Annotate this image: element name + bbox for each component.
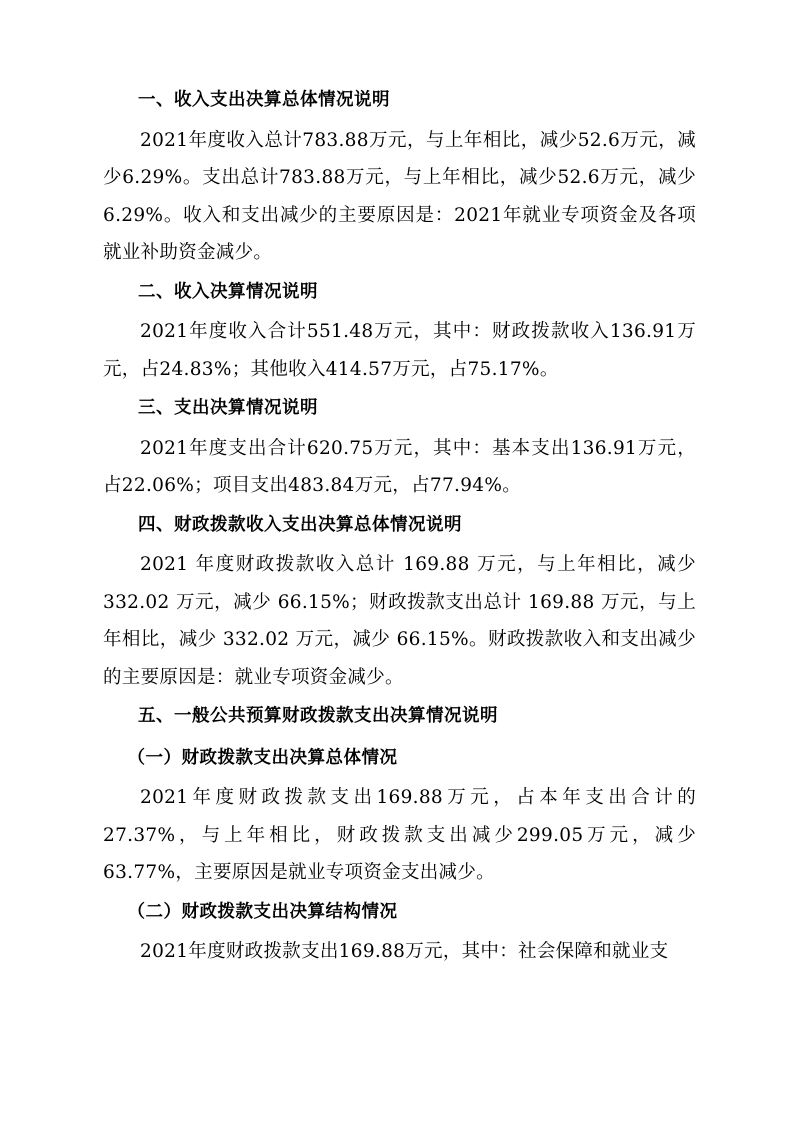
section-2-paragraph: 2021年度收入合计551.48万元，其中：财政拨款收入136.91万元，占24.83%；其他收入414.57万元，占75.17%。 (103, 321, 696, 380)
section-1-heading: 一、收入支出决算总体情况说明 (138, 90, 390, 110)
section-1-paragraph: 2021年度收入总计783.88万元，与上年相比，减少52.6万元，减少6.29%。支出总计783.88万元，与上年相比，减少52.6万元，减少6.29%。收入和支出减少的主要原因是：2021年就业专项资金及各项就业补助资金减少。 (103, 129, 696, 263)
section-2-heading: 二、收入决算情况说明 (138, 281, 318, 302)
section-5-heading: 五、一般公共预算财政拨款支出决算情况说明 (138, 706, 498, 726)
subsection-1-heading: （一）财政拨款支出决算总体情况 (127, 747, 398, 768)
section-4-heading: 四、财政拨款收入支出决算总体情况说明 (138, 514, 462, 535)
subsection-2-paragraph: 2021年度财政拨款支出169.88万元，其中：社会保障和就业支 (140, 941, 669, 962)
section-3-heading: 三、支出决算情况说明 (138, 398, 318, 418)
subsection-2-heading: （二）财政拨款支出决算结构情况 (127, 901, 398, 922)
section-3-paragraph: 2021年度支出合计620.75万元，其中：基本支出136.91万元，占22.06%；项目支出483.84万元，占77.94%。 (103, 437, 696, 496)
section-4-paragraph: 2021 年度财政拨款收入总计 169.88 万元，与上年相比，减少 332.02 万元，减少 66.15%；财政拨款支出总计 169.88 万元，与上年相比，减少 332.02 万元，减少 66.15%。财政拨款收入和支出减少的主要原因是：就业专项资金减少。 (103, 554, 696, 688)
document-body (103, 80, 696, 971)
subsection-1-paragraph: 2021年度财政拨款支出169.88万元，占本年支出合计的27.37%，与上年相比，财政拨款支出减少299.05万元，减少63.77%，主要原因是就业专项资金支出减少。 (103, 787, 696, 883)
